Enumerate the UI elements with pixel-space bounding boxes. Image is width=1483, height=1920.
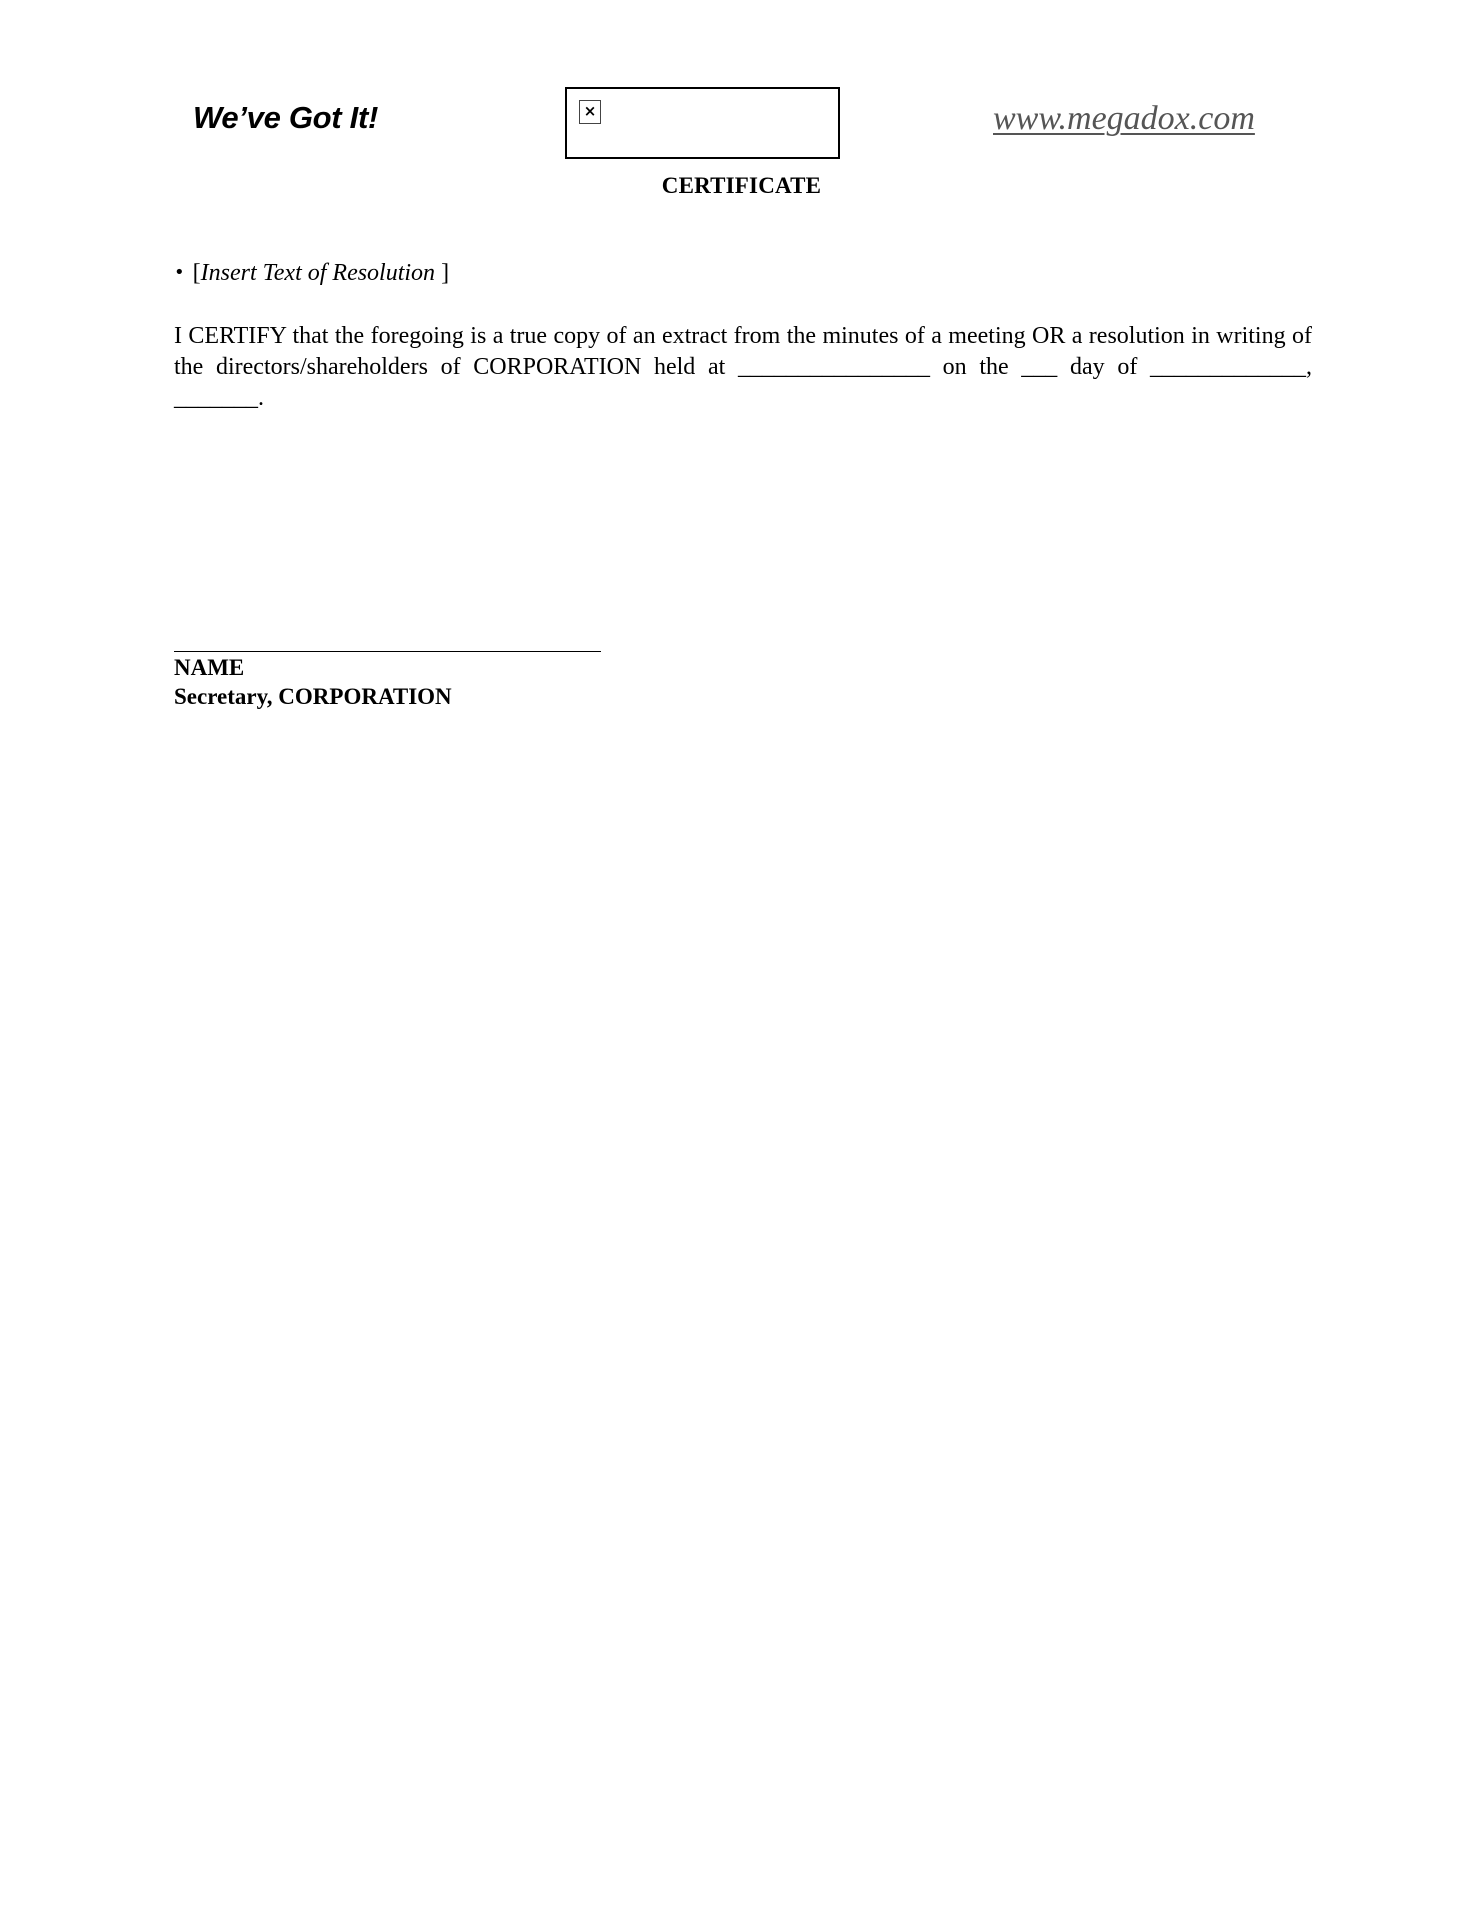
website-link[interactable]: www.megadox.com xyxy=(993,100,1255,137)
signatory-name: NAME xyxy=(174,655,245,680)
logo-image-placeholder xyxy=(565,87,840,159)
document-title: CERTIFICATE xyxy=(661,173,822,198)
certification-paragraph: I CERTIFY that the foregoing is a true copy of an extract from the minutes of a meeting OR a resolution in writing of the directors/shareholders of CORPORATION held at ________________ on the ___ day of _____________, _______. xyxy=(174,323,1312,411)
signatory-title: Secretary, CORPORATION xyxy=(174,684,452,709)
signature-line xyxy=(174,651,601,652)
open-bracket: [ xyxy=(192,260,201,286)
resolution-placeholder: Insert Text of Resolution xyxy=(200,260,436,286)
broken-image-icon: × xyxy=(579,100,601,124)
close-bracket: ] xyxy=(435,260,450,286)
bullet-icon: • xyxy=(174,262,185,283)
tagline: We’ve Got It! xyxy=(193,100,378,135)
resolution-bullet-item xyxy=(174,260,449,287)
